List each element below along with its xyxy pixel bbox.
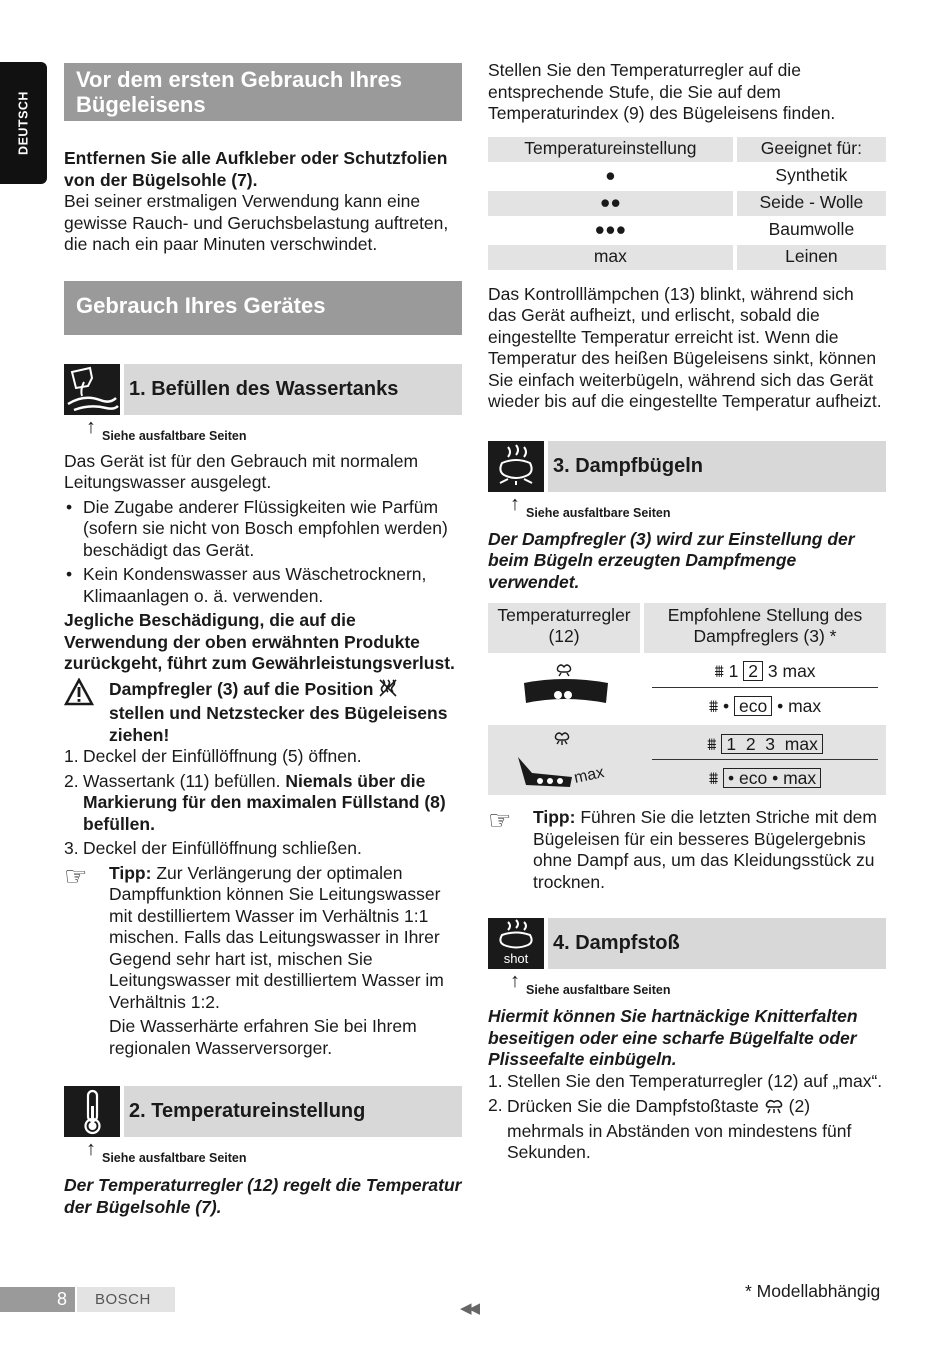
- step-item: 1. Deckel der Einfüllöffnung (5) öffnen.: [64, 746, 362, 766]
- tip-note-water: [64, 860, 462, 1060]
- heading-first-use: Vor dem ersten Gebrauch Ihres Bügeleisens: [64, 63, 462, 121]
- remove-stickers-text: Entfernen Sie alle Aufkleber oder Schutzfolien von der Bügelsohle (7).: [64, 148, 448, 190]
- pointing-hand-icon: ☞: [488, 805, 512, 835]
- steam-shot-icon: [488, 918, 544, 969]
- warranty-warning: Jegliche Beschädigung, die auf die Verwendung der oben erwähnten Produkte zurückgeht, führt zum Gewährleistungsverlust.: [64, 610, 455, 673]
- left-column: [64, 63, 462, 1218]
- tip-text: Zur Verlängerung der optimalen Dampffunktion können Sie Leitungswasser mit destilliertem Wasser im Verhältnis 1:1 mischen. Falls das Leitungswasser in Ihrer Gegend sehr hart ist, mischen Sie Leitungswasser mit destilliertem Wasser im Verhältnis 1:2.: [109, 862, 444, 1012]
- table-cell: ●●●: [594, 219, 627, 240]
- table-cell: Baumwolle: [733, 218, 886, 243]
- selected-setting: 2: [743, 661, 763, 681]
- dial-low-icon: [488, 655, 640, 723]
- arrow-up-icon: ↑: [510, 492, 520, 515]
- caution-text-a: Dampfregler (3) auf die Position: [109, 678, 374, 699]
- fold-reference-text: Siehe ausfaltbare Seiten: [526, 505, 671, 520]
- step-item: 3. Deckel der Einfüllöffnung schließen.: [64, 838, 362, 858]
- arrow-up-icon: ↑: [86, 1138, 96, 1160]
- table-header: Temperatureinstellung: [488, 137, 733, 162]
- table-row: [488, 245, 886, 270]
- steam-icon: [488, 441, 544, 492]
- fold-reference-text: Siehe ausfaltbare Seiten: [102, 1151, 247, 1165]
- step-item: 1. Stellen Sie den Temperaturregler (12) auf „max“.: [488, 1070, 883, 1091]
- fold-reference-text: Siehe ausfaltbare Seiten: [526, 983, 671, 997]
- temperature-table: [488, 135, 886, 272]
- steam-shot-steps: [488, 1071, 886, 1164]
- fill-steps: [64, 746, 462, 860]
- table-cell: ●: [605, 165, 616, 186]
- thermometer-icon: [64, 1086, 120, 1137]
- arrow-up-icon: ↑: [510, 970, 520, 992]
- no-steam-icon: ⩩: [708, 768, 719, 788]
- tip-label: Tipp:: [533, 807, 576, 827]
- pointing-hand-icon: ☞: [64, 860, 88, 891]
- tip-text: Führen Sie die letzten Striche mit dem Bügeleisen für ein besseres Bügelergebnis ohne Dampf aus, um das Kleidungsstück zu trocknen.: [533, 807, 877, 892]
- steam-setting-row: [652, 763, 878, 793]
- fold-reference: [64, 1138, 462, 1165]
- heading-usage: Gebrauch Ihres Gerätes: [64, 281, 462, 335]
- tip-text-2: Die Wasserhärte erfahren Sie bei Ihrem regionalen Wasserversorger.: [109, 1016, 417, 1058]
- brand-label: BOSCH: [77, 1287, 175, 1312]
- fold-reference: [64, 415, 462, 443]
- steam-setting-row: ⩩ 1 2 3 max: [652, 655, 878, 688]
- first-use-text: Bei seiner erstmaligen Verwendung kann eine gewisse Rauch- und Geruchsbelastung auftreten, die nach ein paar Minuten verschwindet.: [64, 191, 449, 254]
- no-steam-icon: ⩩: [714, 661, 724, 681]
- bullet-item: • Kein Kondenswasser aus Wäschetrocknern, Klimaanlagen o. ä. verwenden.: [64, 564, 462, 607]
- temperature-intro: Stellen Sie den Temperaturregler auf die entsprechende Stufe, die Sie auf dem Temperaturindex (9) des Bügeleisens finden.: [488, 60, 836, 123]
- section-3-header: [488, 441, 886, 492]
- max-label: max: [572, 764, 606, 787]
- dial-max-icon: [488, 725, 640, 795]
- steam-lead: Der Dampfregler (3) wird zur Einstellung der beim Bügeln erzeugten Dampfmenge verwendet.: [488, 528, 855, 592]
- table-cell: Seide - Wolle: [733, 191, 886, 216]
- fold-reference: [488, 492, 886, 520]
- caution-text-b: stellen und Netzstecker des Bügeleisens ziehen!: [109, 703, 448, 745]
- water-fill-icon: [64, 364, 120, 415]
- shot-label: shot: [503, 951, 529, 966]
- language-tab: [0, 62, 47, 184]
- no-steam-icon: ⩩: [707, 734, 717, 754]
- fold-reference: [488, 970, 886, 997]
- selected-setting: 1 2 3 max: [721, 734, 822, 754]
- section-1-title: 1. Befüllen des Wassertanks: [124, 364, 462, 415]
- table-row: [488, 191, 886, 216]
- step-item: 2. Drücken Sie die Dampfstoßtaste (2) mehrmals in Abständen von mindestens fünf Sekunden.: [488, 1095, 852, 1162]
- tip-label: Tipp:: [109, 862, 152, 883]
- section-1-header: [64, 364, 462, 415]
- section-4-title: 4. Dampfstoß: [548, 918, 886, 969]
- section-3-title: 3. Dampfbügeln: [548, 441, 886, 492]
- steam-shot-lead: Hiermit können Sie hartnäckige Knitterfalten beseitigen oder eine scharfe Bügelfalte oder Plisseefalte einbügeln.: [488, 1006, 858, 1069]
- steam-table-header-1: Temperaturregler (12): [488, 603, 640, 653]
- section-2-title: 2. Temperatureinstellung: [124, 1086, 462, 1137]
- section-2-header: [64, 1086, 462, 1137]
- no-steam-icon: [378, 678, 398, 704]
- temperature-lead: Der Temperaturregler (12) regelt die Temperatur der Bügelsohle (7).: [64, 1175, 462, 1217]
- footnote: * Modellabhängig: [745, 1281, 881, 1301]
- right-column: [488, 60, 886, 1167]
- indicator-light-text: Das Kontrolllämpchen (13) blinkt, während sich das Gerät aufheizt, und erlischt, sobald die eingestellte Temperatur erreicht ist. Wenn die Temperatur des heißen Bügeleisens sinkt, können Sie einfach weiterbügeln, während sich das Gerät wieder bis auf die eingestellte Temperatur aufheizt.: [488, 283, 882, 411]
- tip-note-steam: [488, 807, 886, 893]
- back-arrows-icon: ◀◀: [460, 1300, 478, 1317]
- tap-water-text: Das Gerät ist für den Gebrauch mit normalem Leitungswasser ausgelegt.: [64, 450, 419, 492]
- table-cell: Leinen: [733, 245, 886, 270]
- section-4-header: [488, 918, 886, 969]
- steam-setting-row: [652, 729, 878, 760]
- bullet-item: • Die Zugabe anderer Flüssigkeiten wie Parfüm (sofern sie nicht von Bosch empfohlen werden) beschädigt das Gerät.: [64, 497, 462, 562]
- warning-triangle-icon: [64, 678, 94, 710]
- table-cell: ●●: [488, 191, 733, 216]
- language-label: DEUTSCH: [15, 91, 30, 155]
- bullet-list: [64, 497, 462, 608]
- steam-shot-button-icon: [764, 1095, 784, 1121]
- steam-table-header-2: Empfohlene Stellung des Dampfreglers (3) *: [644, 603, 886, 653]
- table-cell: Synthetik: [733, 164, 886, 189]
- table-header: Geeignet für:: [733, 137, 886, 162]
- selected-setting: • eco • max: [723, 768, 821, 788]
- table-row: [488, 164, 886, 189]
- steam-table: [488, 603, 886, 793]
- fold-reference-text: Siehe ausfaltbare Seiten: [102, 428, 247, 443]
- step-item: 2. Wassertank (11) befüllen. Niemals über die Markierung für den maximalen Füllstand (8) befüllen.: [64, 770, 446, 834]
- caution-note: [64, 678, 462, 747]
- arrow-up-icon: ↑: [86, 415, 96, 438]
- no-steam-icon: ⩩: [708, 696, 719, 716]
- page-number: 8: [0, 1287, 75, 1312]
- steam-setting-row: ⩩ • eco • max: [708, 696, 822, 716]
- selected-setting: eco: [734, 696, 772, 716]
- table-header-row: [488, 137, 886, 162]
- table-row: [488, 218, 886, 243]
- table-cell: max: [488, 245, 733, 270]
